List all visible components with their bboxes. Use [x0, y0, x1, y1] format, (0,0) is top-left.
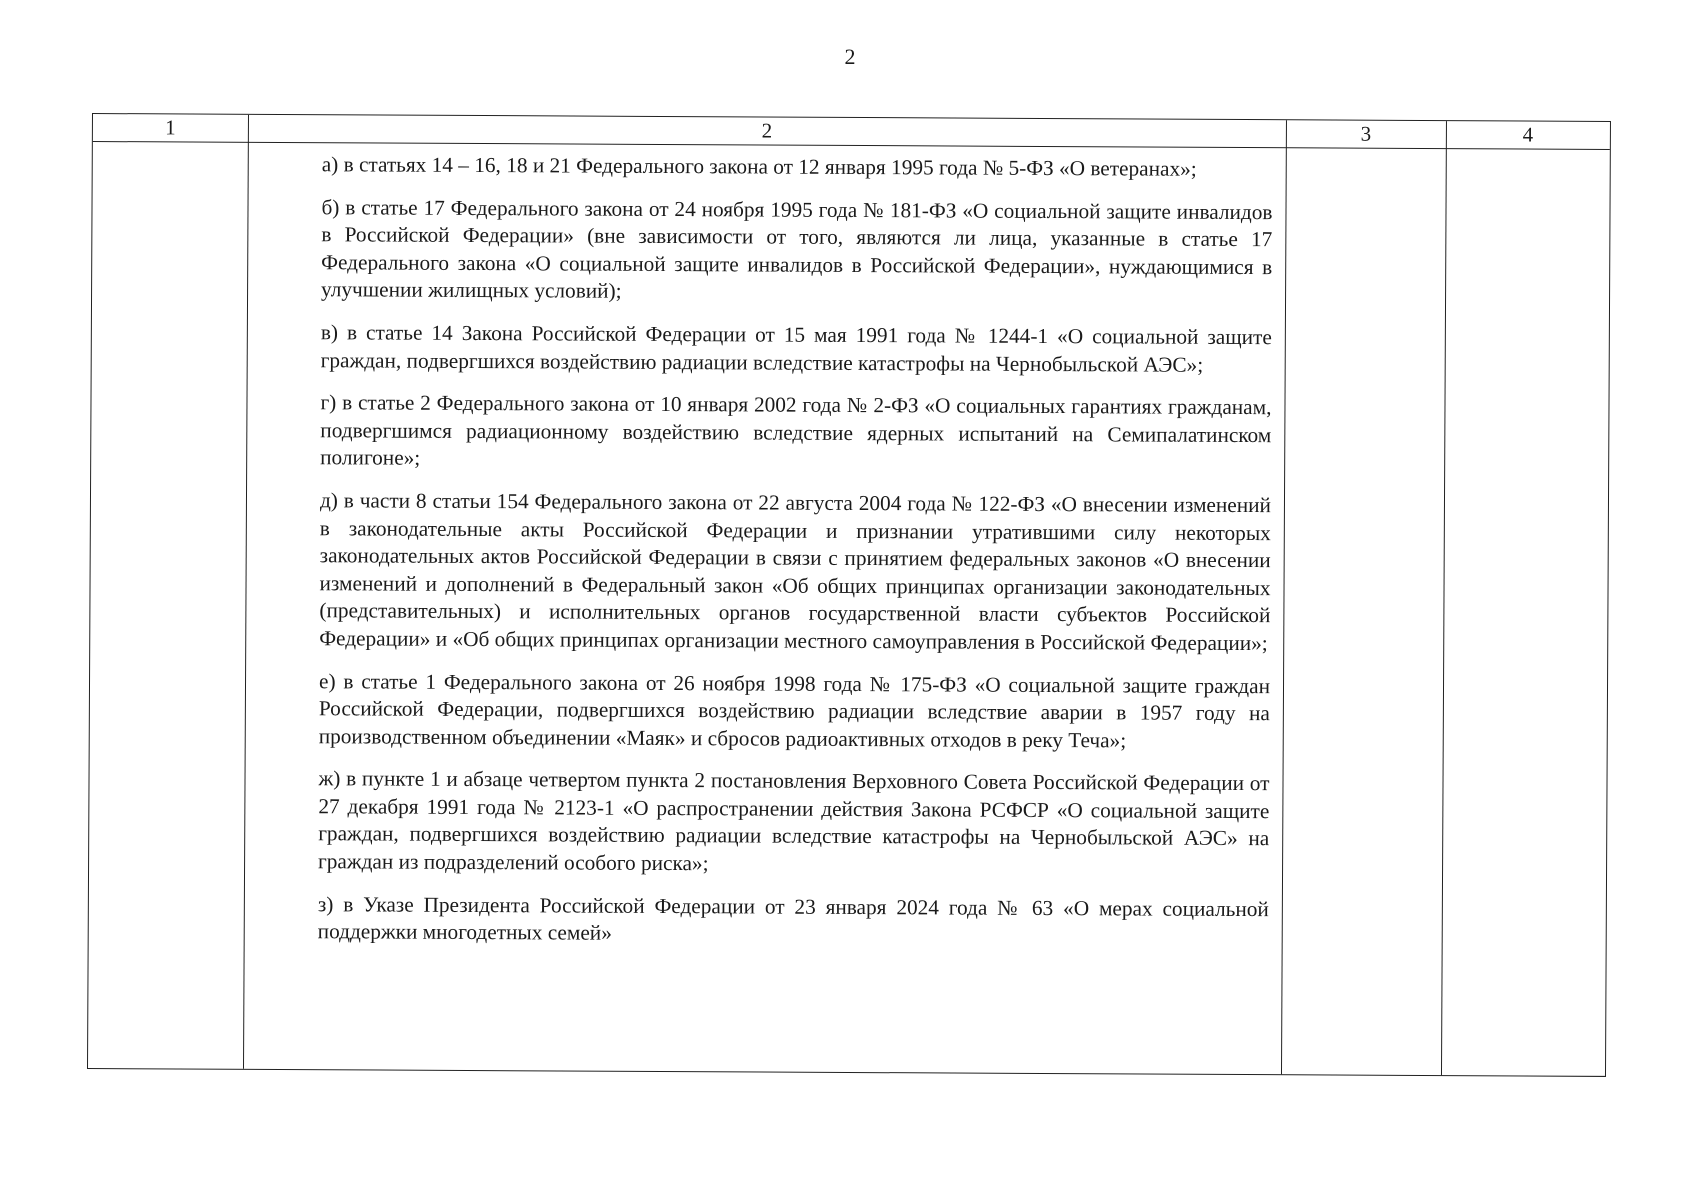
- column-divider-1: [243, 115, 249, 1069]
- paragraph-e: е) в статье 1 Федерального закона от 26 ноября 1998 года № 175-ФЗ «О социальной защите граждан Российской Федерации, подвергшихся воздействию радиации вследствие аварии в 1957 году на производственном объединении «Маяк» и сбросов радиоактивных отходов в реку Теча»;: [318, 668, 1271, 753]
- page-number: 2: [844, 44, 856, 69]
- paragraph-a: а) в статьях 14 – 16, 18 и 21 Федерального закона от 12 января 1995 года № 5-ФЗ «О ветеранах»;: [321, 152, 1197, 181]
- column-2-content: [318, 151, 1273, 966]
- paragraph-z: з) в Указе Президента Российской Федерации от 23 января 2024 года № 63 «О мерах социальной поддержки многодетных семей»: [317, 891, 1269, 945]
- column-divider-3: [1441, 121, 1447, 1075]
- paragraph-zh: ж) в пункте 1 и абзаце четвертом пункта 2 постановления Верховного Совета Российской Федерации от 27 декабря 1991 года № 2123-1 «О распространении действия Закона РСФСР «О социальной защите граждан, подвергшихся воздействию радиации вследствие катастрофы на Чернобыльской АЭС» на граждан из подразделений особого риска»;: [318, 766, 1270, 876]
- column-divider-2: [1281, 120, 1287, 1074]
- paragraph-d: д) в части 8 статьи 154 Федерального закона от 22 августа 2004 года № 122-ФЗ «О внесении изменений в законодательные акты Российской Федерации и признании утратившими силу некоторых законодательных актов Российской Федерации в связи с принятием федеральных законов «О внесении изменений и дополнений в Федеральный закон «Об общих принципах организации законодательных (представительных) и исполнительных органов государственной власти субъектов Российской Федерации» и «Об общих принципах организации местного самоуправления в Российской Федерации»;: [319, 488, 1272, 656]
- column-header-2: 2: [761, 118, 773, 143]
- paragraph-g: г) в статье 2 Федерального закона от 10 января 2002 года № 2-ФЗ «О социальных гарантиях гражданам, подвергшимся радиационному воздействию вследствие ядерных испытаний на Семипалатинском полигоне»;: [320, 390, 1272, 471]
- column-header-4: 4: [1522, 122, 1534, 147]
- paragraph-v: в) в статье 14 Закона Российской Федерации от 15 мая 1991 года № 1244-1 «О социальной защите граждан, подвергшихся воздействию радиации вследствие катастрофы на Чернобыльской АЭС»;: [320, 320, 1272, 377]
- column-header-1: 1: [165, 115, 176, 140]
- column-header-3: 3: [1360, 121, 1372, 146]
- document-table: [87, 113, 1611, 1077]
- paragraph-b: б) в статье 17 Федерального закона от 24 ноября 1995 года № 181-ФЗ «О социальной защите инвалидов в Российской Федерации» (вне зависимости от того, являются ли лица, указанные в статье 17 Федерального закона «О социальной защите инвалидов в Российской Федерации», нуждающимися в улучшении жилищных условий);: [321, 194, 1273, 304]
